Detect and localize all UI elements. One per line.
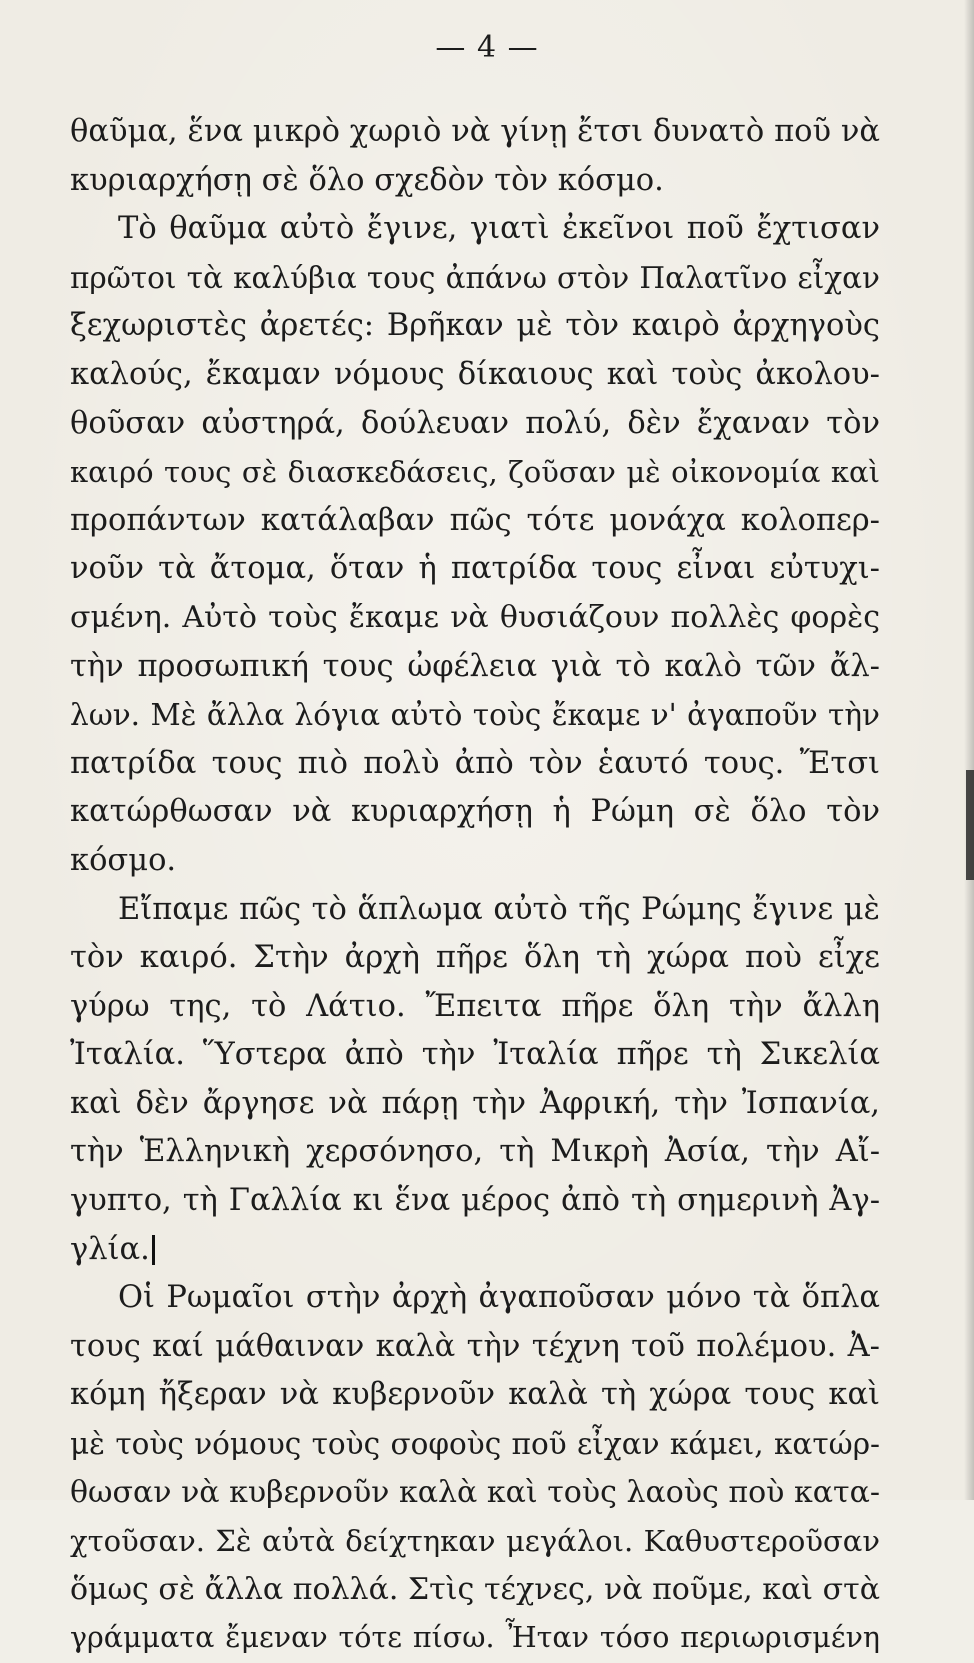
text-line: ξεχωριστὲς ἀρετές: Βρῆκαν μὲ τὸν καιρὸ ἀρχηγοὺς: [70, 308, 880, 344]
text-line: σμένη. Αὐτὸ τοὺς ἔκαμε νὰ θυσιάζουν πολλὲς φορὲς: [70, 599, 880, 635]
text-line: πρῶτοι τὰ καλύβια τους ἀπάνω στὸν Παλατῖνο εἶχαν: [70, 260, 880, 295]
text-line: κόσμο.: [70, 842, 177, 878]
text-line: κατώρθωσαν νὰ κυριαρχήσῃ ἡ Ρώμη σὲ ὅλο τὸν: [70, 794, 880, 830]
text-line: προπάντων κατάλαβαν πῶς τότε μονάχα κολοπερ-: [70, 502, 880, 538]
text-line: Ἰταλία. Ὕστερα ἀπὸ τὴν Ἰταλία πῆρε τὴ Σικελία: [70, 1037, 880, 1073]
text-line: θαῦμα, ἕνα μικρὸ χωριὸ νὰ γίνῃ ἔτσι δυνατὸ ποῦ νὰ: [70, 114, 880, 149]
text-line: καιρό τους σὲ διασκεδάσεις, ζοῦσαν μὲ οἰκονομία καὶ: [70, 455, 880, 490]
text-line: γράμματα ἔμεναν τότε πίσω. Ἦταν τόσο περιωρισμένη: [70, 1621, 880, 1655]
text-line-with-mark: [70, 1226, 880, 1275]
text-line: καλούς, ἔκαμαν νόμους δίκαιους καὶ τοὺς ἀκολου-: [70, 356, 880, 392]
text-line: θωσαν νὰ κυβερνοῦν καλὰ καὶ τοὺς λαοὺς ποὺ κατα-: [70, 1474, 880, 1510]
text-line: Εἴπαμε πῶς τὸ ἅπλωμα αὐτὸ τῆς Ρώμης ἔγινε μὲ: [118, 891, 880, 927]
text-line: γύρω της, τὸ Λάτιο. Ἔπειτα πῆρε ὅλη τὴν ἄλλη: [70, 988, 880, 1024]
text-line: κόμη ἤξεραν νὰ κυβερνοῦν καλὰ τὴ χώρα τους καὶ: [70, 1377, 880, 1413]
text-line: τὴν Ἑλληνικὴ χερσόνησο, τὴ Μικρὴ Ἀσία, τὴν Αἴ-: [70, 1134, 880, 1170]
text-line: μὲ τοὺς νόμους τοὺς σοφοὺς ποῦ εἶχαν κάμει, κατώρ-: [70, 1427, 880, 1462]
text-line: Τὸ θαῦμα αὐτὸ ἔγινε, γιατὶ ἐκεῖνοι ποῦ ἔχτισαν: [118, 211, 880, 247]
text-line: νοῦν τὰ ἄτομα, ὅταν ἡ πατρίδα τους εἶναι εὐτυχι-: [70, 551, 880, 587]
page-edge-shadow: [964, 0, 974, 1500]
page-number: — 4 —: [435, 30, 539, 65]
ink-mark: [152, 1235, 155, 1265]
text-line: πατρίδα τους πιὸ πολὺ ἀπὸ τὸν ἑαυτό τους. Ἔτσι: [70, 745, 880, 781]
text-line: γλία.: [70, 1231, 150, 1267]
text-line: χτοῦσαν. Σὲ αὐτὰ δείχτηκαν μεγάλοι. Καθυστεροῦσαν: [70, 1524, 880, 1559]
text-line: γυπτο, τὴ Γαλλία κι ἕνα μέρος ἀπὸ τὴ σημερινὴ Ἀγ-: [70, 1183, 880, 1219]
text-line: καὶ δὲν ἄργησε νὰ πάρῃ τὴν Ἀφρική, τὴν Ἰσπανία,: [70, 1085, 880, 1121]
text-line: θοῦσαν αὐστηρά, δούλευαν πολύ, δὲν ἔχαναν τὸν: [70, 405, 880, 441]
binding-mark: [966, 770, 974, 880]
text-line: τους καί μάθαιναν καλὰ τὴν τέχνη τοῦ πολέμου. Ἀ-: [70, 1328, 880, 1364]
text-line: τὴν προσωπική τους ὠφέλεια γιὰ τὸ καλὸ τῶν ἄλ-: [70, 648, 880, 684]
body-text: [70, 108, 880, 1663]
text-line: Οἱ Ρωμαῖοι στὴν ἀρχὴ ἀγαποῦσαν μόνο τὰ ὅπλα: [118, 1280, 880, 1316]
text-line: κυριαρχήσῃ σὲ ὅλο σχεδὸν τὸν κόσμο.: [70, 162, 664, 198]
text-line: ὅμως σὲ ἄλλα πολλά. Στὶς τέχνες, νὰ ποῦμε, καὶ στὰ: [70, 1571, 880, 1607]
text-line: τὸν καιρό. Στὴν ἀρχὴ πῆρε ὅλη τὴ χώρα ποὺ εἶχε: [70, 940, 880, 976]
text-line: λων. Μὲ ἄλλα λόγια αὐτὸ τοὺς ἔκαμε ν' ἀγαποῦν τὴν: [70, 698, 880, 733]
